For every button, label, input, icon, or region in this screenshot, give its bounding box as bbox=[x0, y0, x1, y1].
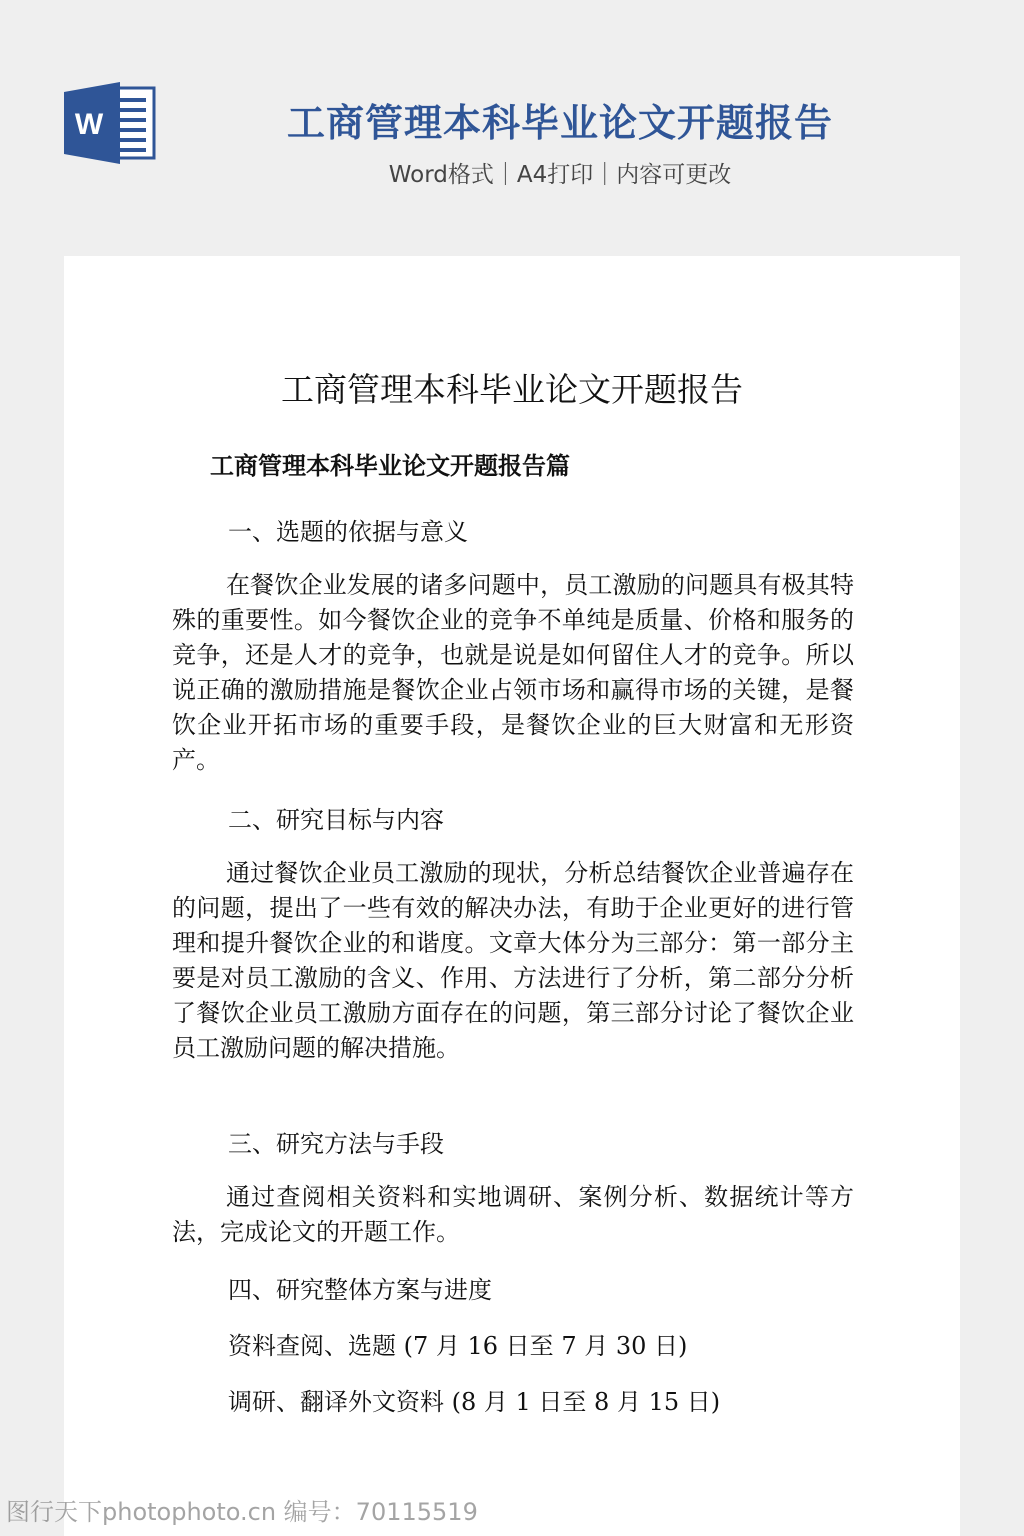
section-paragraph-1: 在餐饮企业发展的诸多问题中，员工激励的问题具有极其特殊的重要性。如今餐饮企业的竞争不单纯是质量、价格和服务的竞争，还是人才的竞争，也就是说是如何留住人才的竞争。所以说正确的激励措施是餐饮企业占领市场和赢得市场的关键，是餐饮企业开拓市场的重要手段，是餐饮企业的巨大财富和无形资产。 bbox=[172, 571, 854, 774]
document-subtitle: 工商管理本科毕业论文开题报告篇 bbox=[210, 451, 570, 480]
section-paragraph-2: 通过餐饮企业员工激励的现状，分析总结餐饮企业普遍存在的问题，提出了一些有效的解决办法，有助于企业更好的进行管理和提升餐饮企业的和谐度。文章大体分为三部分：第一部分主要是对员工激励的含义、作用、方法进行了分析，第二部分分析了餐饮企业员工激励方面存在的问题，第三部分讨论了餐饮企业员工激励问题的解决措施。 bbox=[172, 859, 854, 1062]
schedule-item: 资料查阅、选题 (7 月 16 日至 7 月 30 日) bbox=[228, 1332, 688, 1360]
word-icon bbox=[64, 82, 156, 164]
document-page bbox=[64, 256, 960, 1536]
header-subtitle: Word格式｜A4打印｜内容可更改 bbox=[388, 162, 732, 188]
section-paragraph-3: 通过查阅相关资料和实地调研、案例分析、数据统计等方法，完成论文的开题工作。 bbox=[172, 1183, 854, 1246]
section-heading-1: 一、选题的依据与意义 bbox=[228, 518, 468, 546]
schedule-item: 调研、翻译外文资料 (8 月 1 日至 8 月 15 日) bbox=[228, 1388, 721, 1416]
word-icon-letter: W bbox=[74, 108, 104, 141]
page-header bbox=[0, 0, 1024, 250]
section-heading-3: 三、研究方法与手段 bbox=[228, 1130, 444, 1158]
watermark-text: 图行天下photophoto.cn 编号：70115519 bbox=[6, 1498, 478, 1526]
section-heading-2: 二、研究目标与内容 bbox=[228, 806, 444, 834]
header-title: 工商管理本科毕业论文开题报告 bbox=[286, 101, 833, 145]
section-heading-4: 四、研究整体方案与进度 bbox=[228, 1276, 492, 1304]
document-title: 工商管理本科毕业论文开题报告 bbox=[281, 370, 743, 409]
